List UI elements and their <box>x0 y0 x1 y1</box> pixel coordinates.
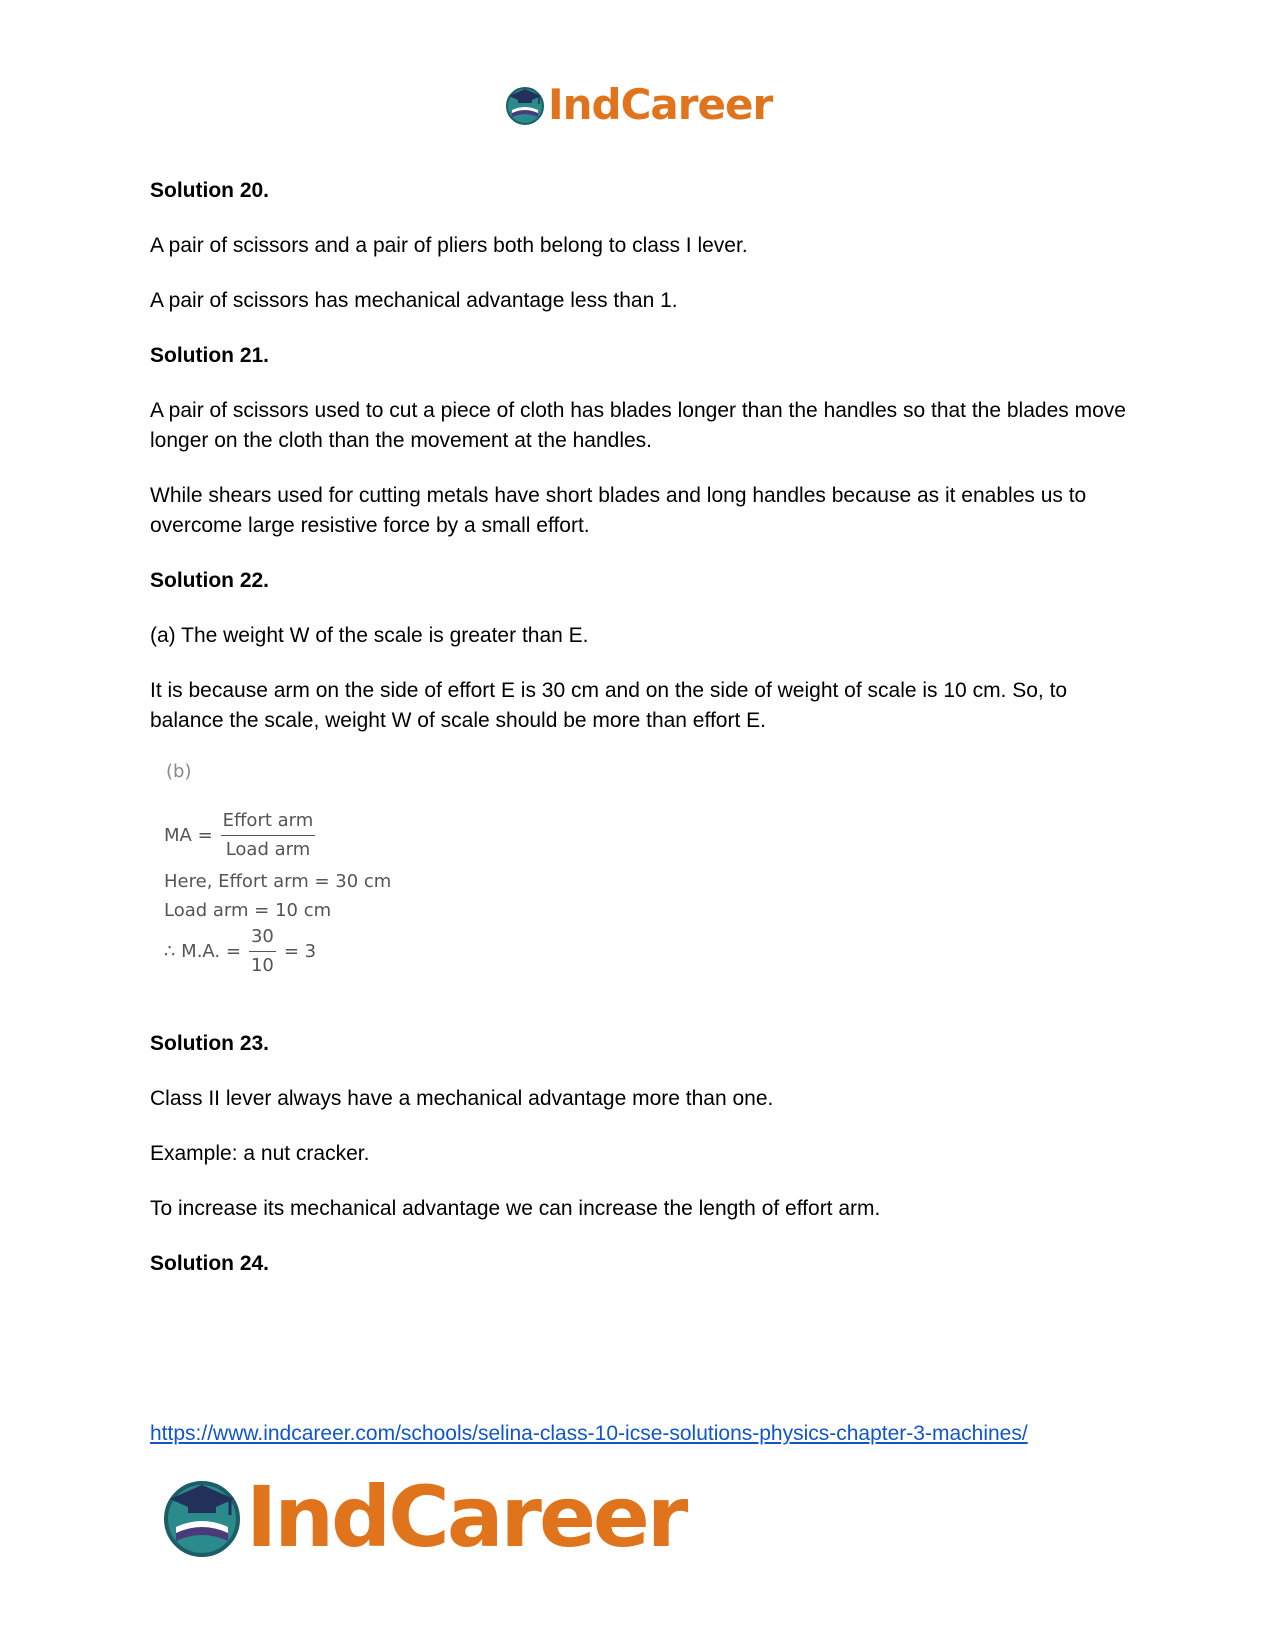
solution-heading: Solution 23. <box>150 1032 270 1055</box>
graduation-cap-book-globe-icon <box>504 84 546 126</box>
result-value: = 3 <box>283 941 317 962</box>
solution-heading: Solution 21. <box>150 344 270 367</box>
load-arm-line: Load arm = 10 cm <box>164 900 332 921</box>
paragraph: A pair of scissors has mechanical advantage less than 1. <box>150 289 678 312</box>
paragraph: Example: a nut cracker. <box>150 1142 370 1165</box>
paragraph: A pair of scissors used to cut a piece of cloth has blades longer than the handles so that the blades move longer on the cloth than the movement at the handles. <box>150 399 1126 452</box>
ma-formula <box>164 809 323 862</box>
ma-fraction <box>221 809 316 862</box>
ma-numerator: Effort arm <box>221 809 316 836</box>
figure-part-label: (b) <box>166 761 192 782</box>
document-body <box>150 176 1140 1304</box>
result-fraction <box>249 925 276 978</box>
result-label: ∴ M.A. = <box>164 941 241 962</box>
paragraph: While shears used for cutting metals have short blades and long handles because as it enables us to overcome large resistive force by a small effort. <box>150 484 1087 537</box>
solution-heading: Solution 24. <box>150 1252 270 1275</box>
result-numerator: 30 <box>249 925 276 952</box>
solution-heading: Solution 20. <box>150 179 270 202</box>
effort-arm-line: Here, Effort arm = 30 cm <box>164 871 392 892</box>
solution-heading: Solution 22. <box>150 569 270 592</box>
header-logo <box>504 80 772 129</box>
ma-result <box>164 925 316 978</box>
footer-logo <box>160 1468 685 1566</box>
paragraph: To increase its mechanical advantage we can increase the length of effort arm. <box>150 1197 881 1220</box>
source-link[interactable]: https://www.indcareer.com/schools/selina-class-10-icse-solutions-physics-chapter-3-machines/ <box>150 1422 1028 1445</box>
mechanical-advantage-figure <box>164 761 484 993</box>
result-denominator: 10 <box>250 955 274 976</box>
brand-name: IndCareer <box>246 1468 686 1566</box>
paragraph: (a) The weight W of the scale is greater than E. <box>150 624 589 647</box>
ma-denominator: Load arm <box>225 839 311 860</box>
paragraph: It is because arm on the side of effort E is 30 cm and on the side of weight of scale is 10 cm. So, to balance the scale, weight W of scale should be more than effort E. <box>150 679 1068 732</box>
graduation-cap-book-globe-icon <box>160 1475 244 1559</box>
brand-name: IndCareer <box>548 80 773 129</box>
paragraph: Class II lever always have a mechanical advantage more than one. <box>150 1087 774 1110</box>
paragraph: A pair of scissors and a pair of pliers both belong to class I lever. <box>150 234 748 257</box>
ma-label: MA = <box>164 825 213 846</box>
